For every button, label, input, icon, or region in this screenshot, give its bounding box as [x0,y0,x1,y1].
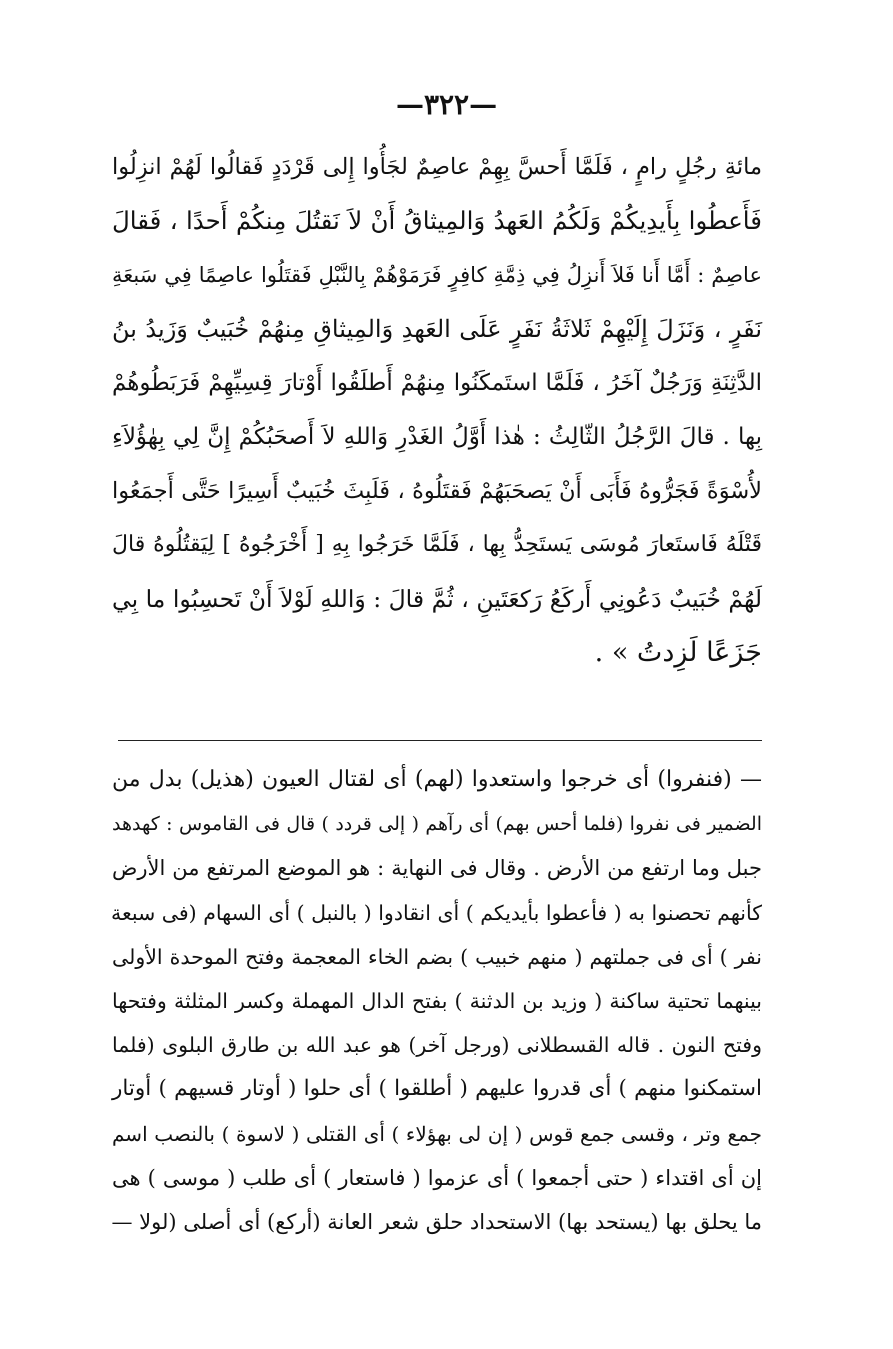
main-text-line: عاصِمٌ : أَمَّا أَنا فَلاَ أَنزِلُ فِي ذِمَّةِ كافِرٍ فَرَمَوْهُمْ بِالنَّبْلِ فَقتَلُوا عاصِمًا فِي سَبعَةِ [112,263,762,287]
footnote-line: نفر ) أى فى جملتهم ( منهم خبيب ) بضم الخاء المعجمة وفتح الموحدة الأولى [112,944,762,969]
footnote-line: جبل وما ارتفع من الأرض . وقال فى النهاية : هو الموضع المرتفع من الأرض [112,856,762,881]
footnote-line: — (فنفروا) أى خرجوا واستعدوا (لهم) أى لقتال العيون (هذيل) بدل من [112,767,762,792]
footnote-line: وفتح النون . قاله القسطلانى (ورجل آخر) هو عبد الله بن طارق البلوى (فلما [112,1033,762,1058]
main-text-line: جَزَعًا لَزِدتُ » . [594,637,762,668]
main-text-block [112,140,762,680]
footnote-line: الضمير فى نفروا (فلما أحس بهم) أى رآهم ( إلى قردد ) قال فى القاموس : كهدهد [112,813,762,836]
main-text-line: بِها . قالَ الرَّجُلُ الثّالِثُ : هٰذا أَوَّلُ الغَدْرِ وَاللهِ لاَ أَصحَبُكُمْ إِنَّ لِي بِهٰؤُلاَءِ [112,424,762,450]
footnote-line: كأنهم تحصنوا به ( فأعطوا بأيديكم ) أى انقادوا ( بالنبل ) أى السهام (فى سبعة [111,900,762,925]
main-text-line: مائةِ رجُلٍ رامٍ ، فَلَمَّا أَحسَّ بِهِمْ عاصِمٌ لجَأُوا إِلى قَرْدَدٍ فَقالُوا لَهُمْ انزِلُوا [112,154,762,180]
main-text-line: فَأَعطُوا بِأَيدِيكُمْ وَلَكُمُ العَهدُ وَالمِيثاقُ أَنْ لاَ نَقتُلَ مِنكُمْ أَحدًا ، فَقالَ [112,206,762,235]
page-number: —٣٢٢— [395,88,498,121]
main-text-line: الدَّثِنَةِ وَرَجُلٌ آخَرُ ، فَلَمَّا استَمكَنُوا مِنهُمْ أَطلَقُوا أَوْتارَ قِسِيِّهِمْ فَرَبَطُوهُمْ [112,370,762,396]
footnote-line: ما يحلق بها (يستحد بها) الاستحداد حلق شعر العانة (أركع) أى أصلى (لولا — [111,1209,762,1234]
footnote-block [112,758,762,1244]
main-text-line: لأُسْوَةً فَجَرُّوهُ فَأَبَى أَنْ يَصحَبَهُمْ فَقتَلُوهُ ، فَلَبِثَ خُبَيبٌ أَسِيرًا حَتَّى أَجمَعُوا [112,478,762,504]
footnote-line: إن أى اقتداء ( حتى أجمعوا ) أى عزموا ( فاستعار ) أى طلب ( موسى ) هى [112,1165,762,1190]
main-text-line: نَفَرٍ ، وَنَزَلَ إِلَيْهِمْ ثَلاثَةُ نَفَرٍ عَلَى العَهدِ وَالمِيثاقِ مِنهُمْ خُبَيبٌ وَزَيدُ بنُ [112,315,762,343]
footnote-line: بينهما تحتية ساكنة ( وزيد بن الدثنة ) بفتح الدال المهملة وكسر المثلثة وفتحها [112,988,762,1013]
footnote-line: استمكنوا منهم ) أى قدروا عليهم ( أطلقوا ) أى حلوا ( أوتار قسيهم ) أوتار [112,1076,762,1102]
main-text-line: لَهُمْ خُبَيبٌ دَعُونِي أَركَعُ رَكعَتَينِ ، ثُمَّ قالَ : وَاللهِ لَوْلاَ أَنْ تَحسِبُوا ما بِي [112,585,762,613]
main-text-line: قَتْلَهُ فَاستَعارَ مُوسَى يَستَحِدُّ بِها ، فَلَمَّا خَرَجُوا بِهِ [ أَخْرَجُوهُ ] لِيَقتُلُوهُ قالَ [112,532,762,557]
footnote-divider [118,740,762,741]
footnote-line: جمع وتر ، وقسى جمع قوس ( إن لى بهؤلاء ) أى القتلى ( لاسوة ) بالنصب اسم [112,1121,762,1146]
